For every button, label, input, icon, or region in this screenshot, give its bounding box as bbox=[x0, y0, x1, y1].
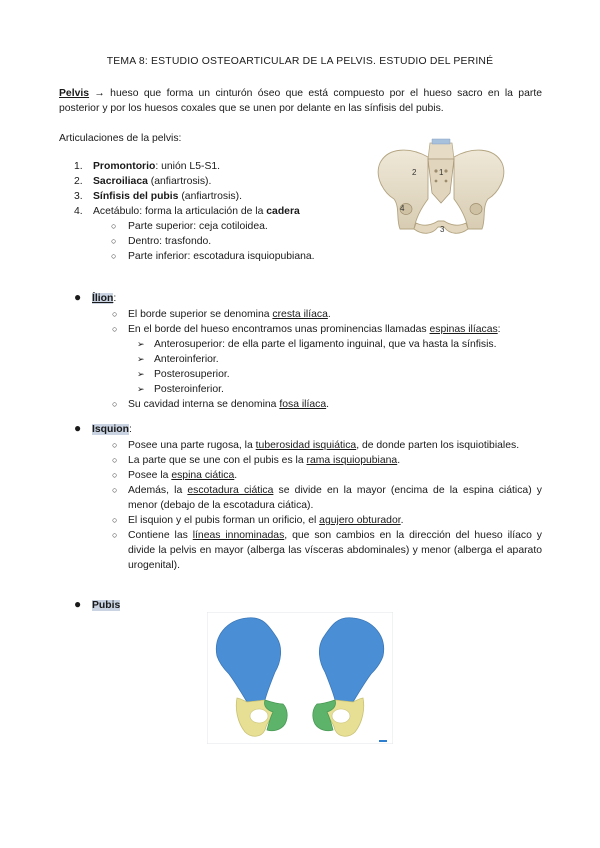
pelvis-label-3: 3 bbox=[440, 225, 445, 234]
list-item: ○ Además, la escotadura ciática se divide en la mayor (encima de la espina ciática) y menor (debajo de la escotadura ciática). bbox=[112, 485, 542, 511]
list-item: ➢ Posteroinferior. bbox=[137, 384, 224, 395]
list-item: ○ Parte superior: ceja cotiloidea. bbox=[111, 221, 268, 232]
list-item: ➢ Posterosuperior. bbox=[137, 369, 230, 380]
pelvis-term: Pelvis bbox=[59, 88, 90, 99]
pelvis-label-4: 4 bbox=[400, 204, 405, 213]
acetabulum-sublist bbox=[59, 219, 379, 264]
list-item: ○ El isquion y el pubis forman un orificio, el agujero obturador. bbox=[112, 515, 404, 526]
list-item: ○ Contiene las líneas innominadas, que son cambios en la dirección del hueso ilíaco y divide la pelvis en mayor (alberga las vísceras abdominales) y menor (alberga el aparato urogenital). bbox=[112, 530, 542, 571]
list-item: ○ Posee una parte rugosa, la tuberosidad isquiática, de donde parten los isquiotibiales. bbox=[112, 440, 520, 451]
ilion-heading: ● Ílion: bbox=[74, 290, 117, 304]
pelvis-label-1: 1 bbox=[439, 168, 444, 177]
pubis-section bbox=[59, 598, 542, 613]
pelvis-label-2: 2 bbox=[412, 168, 417, 177]
list-item: ○ El borde superior se denomina cresta ilíaca. bbox=[112, 309, 331, 320]
pelvis-definition bbox=[59, 86, 542, 116]
page-title: TEMA 8: ESTUDIO OSTEOARTICULAR DE LA PELVIS. ESTUDIO DEL PERINÉ bbox=[106, 56, 494, 67]
arrow-symbol: → bbox=[94, 88, 105, 99]
ilion-list-end bbox=[59, 397, 542, 412]
list-item: ○ La parte que se une con el pubis es la rama isquiopubiana. bbox=[112, 455, 401, 466]
isquion-heading: ● Isquion: bbox=[74, 421, 132, 435]
list-item: 1. Promontorio: unión L5-S1. bbox=[74, 161, 221, 172]
list-item: 2. Sacroiliaca (anfiartrosis). bbox=[74, 176, 212, 187]
hip-bones-illustration bbox=[207, 612, 393, 744]
isquion-list bbox=[59, 438, 542, 573]
list-item: ○ Su cavidad interna se denomina fosa ilíaca. bbox=[112, 399, 330, 410]
list-item: ○ Parte inferior: escotadura isquiopubiana. bbox=[111, 251, 315, 262]
list-item: ➢ Anterosuperior: de ella parte el ligamento inguinal, que va hasta la sínfisis. bbox=[137, 339, 497, 350]
pubis-heading: ● Pubis bbox=[74, 597, 121, 611]
list-item: ○ Dentro: trasfondo. bbox=[111, 236, 212, 247]
ilion-section bbox=[59, 291, 542, 412]
list-item: 3. Sínfisis del pubis (anfiartrosis). bbox=[74, 191, 242, 202]
ilion-list bbox=[59, 307, 542, 337]
list-item: ○ Posee la espina ciática. bbox=[112, 470, 238, 481]
iliac-spines-list bbox=[59, 337, 542, 397]
articulations-heading: Articulaciones de la pelvis: bbox=[59, 133, 182, 144]
pelvis-illustration bbox=[370, 137, 512, 243]
articulations-list bbox=[59, 159, 379, 219]
pelvis-definition-text: hueso que forma un cinturón óseo que está compuesto por el hueso sacro en la parte posterior y por los huesos coxales que se unen por delante en las sínfisis del pubis. bbox=[59, 88, 542, 114]
list-item: ➢ Anteroinferior. bbox=[137, 354, 219, 365]
list-item: 4. Acetábulo: forma la articulación de la cadera bbox=[74, 206, 300, 217]
list-item: ○ En el borde del hueso encontramos unas prominencias llamadas espinas ilíacas: bbox=[112, 324, 501, 335]
isquion-section bbox=[59, 422, 542, 573]
